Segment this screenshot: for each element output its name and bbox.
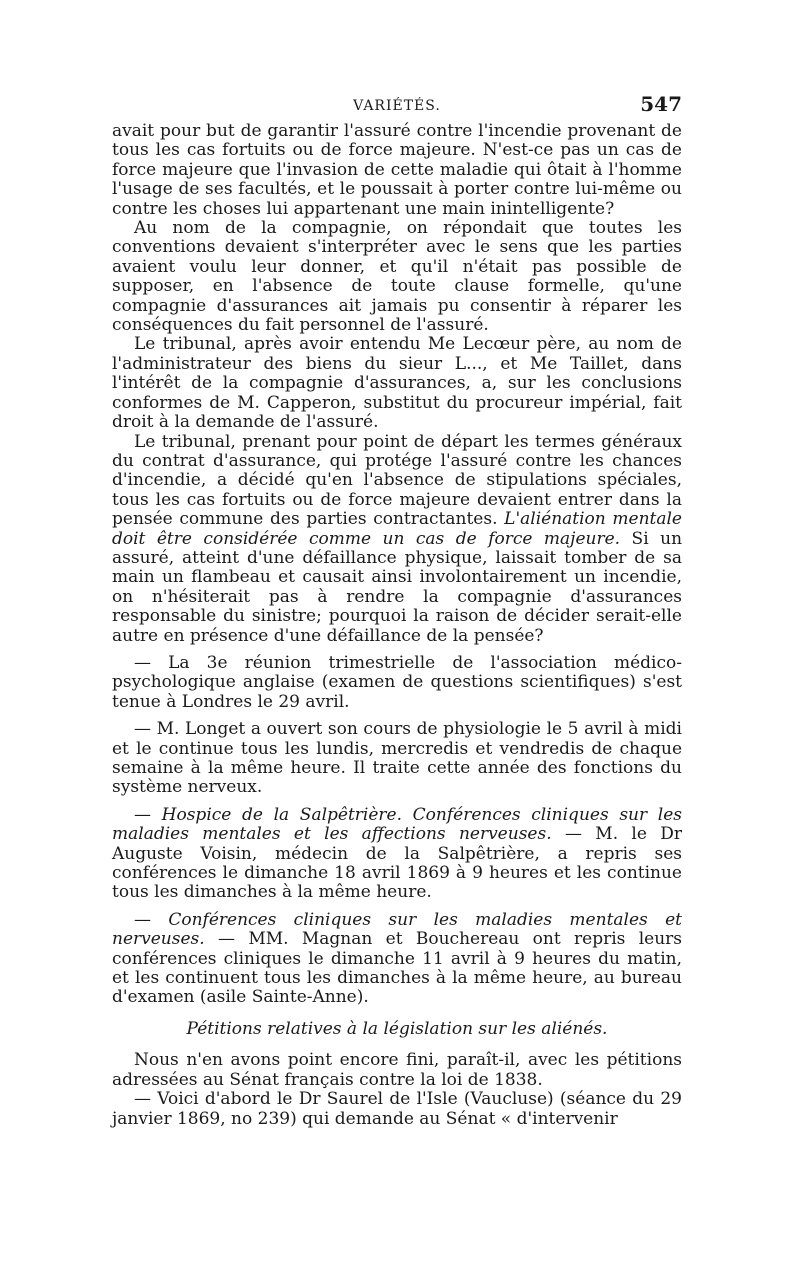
news-item-salpetriere-text: — M. le Dr Auguste Voisin, médecin de la Salpêtrière, a repris ses conférences le dimanche 18 avril 1869 à 9 heures et les continue tous les dimanches à la même heure. [112, 824, 683, 903]
paragraph-3: Le tribunal, après avoir entendu Me Lecœur père, au nom de l'administrateur des biens du sieur L..., et Me Taillet, dans l'intérêt de la compagnie d'assurances, a, sur les conclusions conformes de M. Capperon, substitut du procureur impérial, fait droit à la demande de l'assuré. [112, 334, 682, 433]
paragraph-4 [112, 433, 682, 646]
news-item-conferences-text: — MM. Magnan et Bouchereau ont repris leurs conférences cliniques le dimanche 11 avril à 9 heures du matin, et les continuent tous les dimanches à la même heure, au bureau d'examen (asile Sainte-Anne). [112, 929, 682, 1008]
news-item-association: — La 3e réunion trimestrielle de l'association médico-psychologique anglaise (examen de questions scientifiques) s'est tenue à Londres le 29 avril. [112, 652, 682, 712]
book-page [112, 92, 682, 1129]
section-heading: Pétitions relatives à la législation sur les aliénés. [186, 1018, 608, 1039]
news-item-salpetriere-title: — Hospice de la Salpêtrière. Conférences cliniques sur les maladies mentales et les affections nerveuses. [112, 804, 682, 845]
paragraph-4-text: Le tribunal, prenant pour point de départ les termes généraux du contrat d'assurance, qui protége l'assuré contre les chances d'incendie, a décidé qu'en l'absence de stipulations spéciales, tous les cas fortuits ou de force majeure devaient entrer dans la pensée commune des parties contractantes. [112, 431, 682, 530]
news-item-conferences-title: — Conférences cliniques sur les maladies mentales et nerveuses. [112, 909, 682, 950]
news-item-conferences [112, 911, 682, 1008]
news-item-longet: — M. Longet a ouvert son cours de physiologie le 5 avril à midi et le continue tous les lundis, mercredis et vendredis de chaque semaine à la même heure. Il traite cette année des fonctions du système nerveux. [112, 719, 682, 798]
page-body [112, 122, 682, 1129]
news-item-salpetriere [112, 806, 682, 903]
paragraph-2: Au nom de la compagnie, on répondait que toutes les conventions devaient s'interpréter avec le sens que les parties avaient voulu leur donner, et qu'il n'était pas possible de supposer, en l'absence de toute clause formelle, qu'une compagnie d'assurances ait jamais pu consentir à réparer les conséquences du fait personnel de l'assuré. [112, 218, 682, 336]
paragraph-1: avait pour but de garantir l'assuré contre l'incendie provenant de tous les cas fortuits ou de force majeure. N'est-ce pas un cas de force majeure que l'invasion de cette maladie qui ôtait à l'homme l'usage de ses facultés, et le poussait à porter contre lui-même ou contre les choses lui appartenant une main inintelligente? [112, 121, 682, 219]
paragraph-saurel: — Voici d'abord le Dr Saurel de l'Isle (Vaucluse) (séance du 29 janvier 1869, no 239) qui demande au Sénat « d'intervenir [112, 1089, 682, 1129]
page-number: 547 [640, 92, 682, 116]
paragraph-petitions: Nous n'en avons point encore fini, paraît-il, avec les pétitions adressées au Sénat français contre la loi de 1838. [112, 1050, 682, 1090]
paragraph-4-italic: L'aliénation mentale doit être considérée comme un cas de force majeure. [112, 509, 682, 549]
page-header [112, 92, 682, 122]
running-title: VARIÉTÉS. [353, 98, 441, 114]
paragraph-4-after: Si un assuré, atteint d'une défaillance physique, laissait tomber de sa main un flambeau et causait ainsi involontairement un incendie, on n'hésiterait pas à rendre la compagnie d'assurances responsable du sinistre; pourquoi la raison de décider serait-elle autre en présence d'une défaillance de la pensée? [112, 528, 683, 646]
